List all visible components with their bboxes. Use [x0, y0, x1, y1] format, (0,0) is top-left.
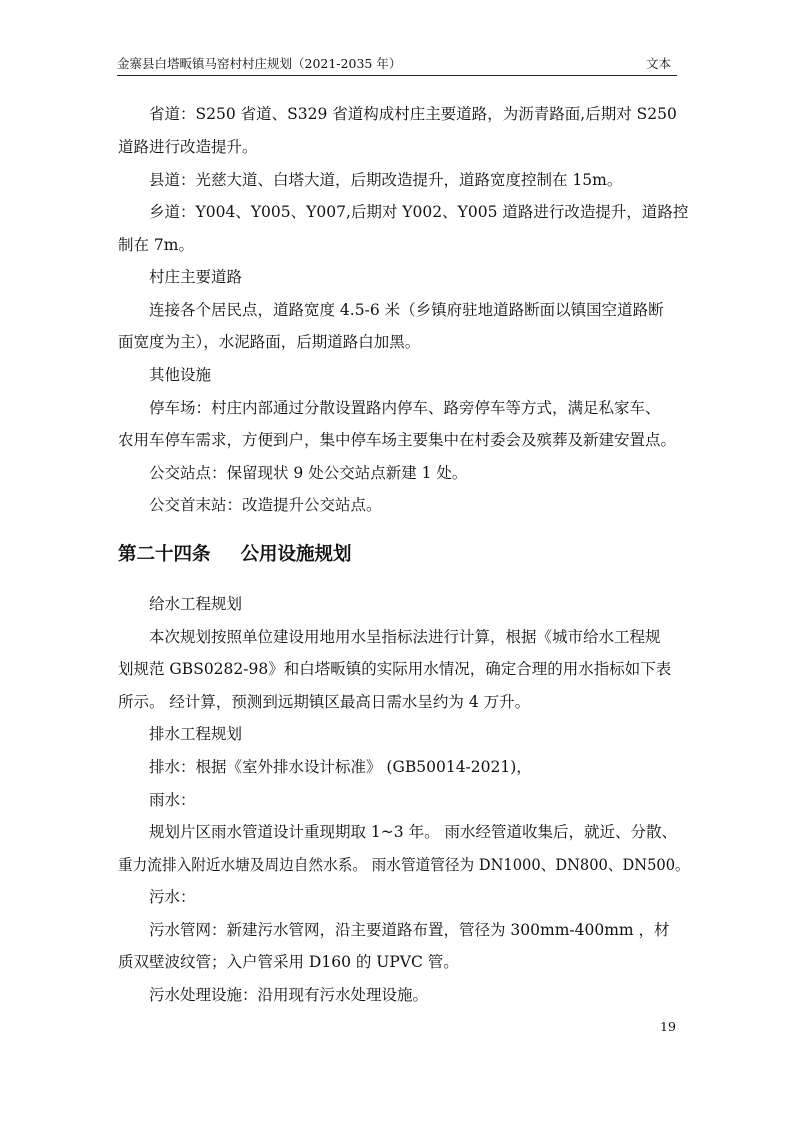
paragraph-water-supply-line-1: 本次规划按照单位建设用地用水呈指标法进行计算，根据《城市给水工程规 [149, 628, 661, 646]
subheading-drainage: 排水工程规划 [149, 725, 243, 743]
subheading-sewage: 污水： [149, 888, 196, 906]
paragraph-parking-line-2: 农用车停车需求，方便到户，集中停车场主要集中在村委会及殡葬及新建安置点。 [118, 431, 677, 449]
section-label: 文本 [645, 56, 671, 71]
page-number: 19 [660, 1019, 676, 1034]
paragraph-township-road-line-1: 乡道：Y004、Y005、Y007,后期对 Y002、Y005 道路进行改造提升，道路控 [149, 203, 689, 221]
paragraph-village-road-line-2: 面宽度为主），水泥路面，后期道路白加黑。 [118, 333, 421, 351]
paragraph-bus-terminal: 公交首末站：改造提升公交站点。 [149, 496, 382, 514]
header-divider [117, 75, 677, 76]
paragraph-township-road-line-2: 制在 7m。 [118, 236, 194, 254]
paragraph-provincial-road-line-2: 道路进行改造提升。 [118, 138, 258, 156]
paragraph-county-road: 县道：光慈大道、白塔大道，后期改造提升，道路宽度控制在 15m。 [149, 171, 623, 189]
subheading-village-main-road: 村庄主要道路 [149, 268, 243, 286]
paragraph-provincial-road-line-1: 省道：S250 省道、S329 省道构成村庄主要道路，为沥青路面,后期对 S250 [149, 105, 677, 123]
subheading-rainwater: 雨水： [149, 791, 196, 809]
paragraph-water-supply-line-3: 所示。 经计算，预测到远期镇区最高日需水呈约为 4 万升。 [118, 693, 531, 711]
page-header [117, 54, 677, 74]
paragraph-sewage-network-line-2: 质双壁波纹管；入户管采用 D160 的 UPVC 管。 [118, 953, 459, 971]
article-heading [118, 540, 352, 566]
article-title: 公用设施规划 [240, 544, 352, 565]
document-title: 金寨县白塔畈镇马窑村村庄规划（2021-2035 年） [117, 56, 402, 71]
paragraph-rainwater-line-2: 重力流排入附近水塘及周边自然水系。 雨水管道管径为 DN1000、DN800、DN500。 [118, 856, 690, 874]
paragraph-village-road-line-1: 连接各个居民点，道路宽度 4.5-6 米（乡镇府驻地道路断面以镇国空道路断 [149, 301, 664, 319]
paragraph-water-supply-line-2: 划规范 GBS0282-98》和白塔畈镇的实际用水情况，确定合理的用水指标如下表 [118, 660, 672, 678]
article-number: 第二十四条 [118, 544, 211, 565]
subheading-water-supply: 给水工程规划 [149, 595, 243, 613]
paragraph-parking-line-1: 停车场：村庄内部通过分散设置路内停车、路旁停车等方式，满足私家车、 [149, 399, 661, 417]
paragraph-sewage-network-line-1: 污水管网：新建污水管网，沿主要道路布置，管径为 300mm-400mm ，材 [149, 921, 670, 939]
paragraph-bus-stops: 公交站点：保留现状 9 处公交站点新建 1 处。 [149, 464, 468, 482]
paragraph-sewage-treatment: 污水处理设施：沿用现有污水处理设施。 [149, 986, 429, 1004]
paragraph-rainwater-line-1: 规划片区雨水管道设计重现期取 1~3 年。 雨水经管道收集后，就近、分散、 [149, 823, 677, 841]
paragraph-drainage-standard: 排水：根据《室外排水设计标准》 (GB50014-2021)， [149, 758, 532, 776]
subheading-other-facilities: 其他设施 [149, 366, 212, 384]
